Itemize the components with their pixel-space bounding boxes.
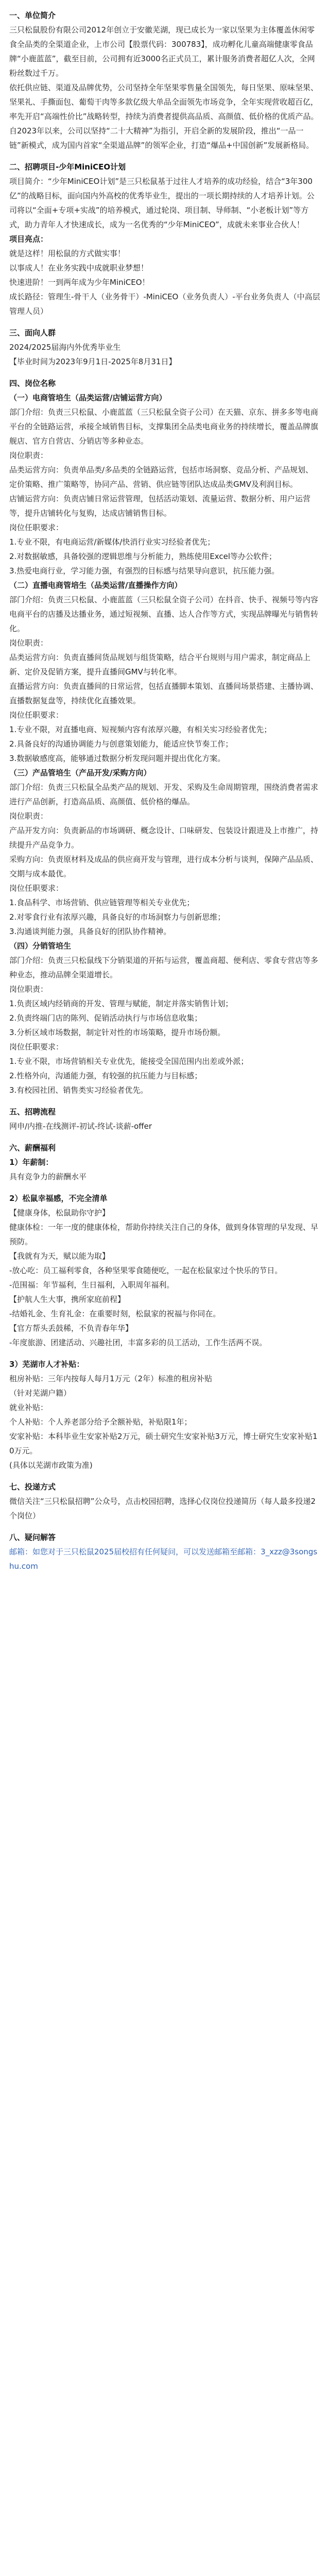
spacer bbox=[9, 1184, 321, 1191]
text-line: -结婚礼金、生育礼金：在重要时刻，松鼠家的祝福与你同在。 bbox=[9, 1309, 221, 1318]
text-line: 租房补贴：三年内按每人每月1万元（2年）标准的租房补贴 bbox=[9, 1374, 213, 1383]
text-line: 1.专业不限，有电商运营/新媒体/快消行业实习经验者优先； bbox=[9, 537, 215, 547]
spacer bbox=[9, 1350, 321, 1357]
text-line: 【护航人生大事，携所家庭前程】 bbox=[9, 1295, 126, 1304]
subsection-heading: 项目亮点： bbox=[9, 234, 48, 244]
text-line: 岗位任职要求： bbox=[9, 710, 64, 720]
subsection-heading: 3）芜湖市人才补贴： bbox=[9, 1360, 84, 1369]
text-line: 1.食品科学、市场营销、供应链管理等相关专业优先； bbox=[9, 898, 195, 907]
text-line: 岗位任职要求： bbox=[9, 523, 64, 532]
text-line: 依托供应链、渠道及品牌优势，公司坚持全年坚果零售量全国领先，每日坚果、原味坚果、坚果礼、手撕面包、葡萄干肉等多款亿级大单品全面领先市场竞争，全年实现营收超百亿，率先开启“高端性价比”战略转型，持续为消费者提供高品质、高颜值、低价格的优质产品。 bbox=[9, 83, 319, 121]
text-line: 微信关注“三只松鼠招聘”公众号，点击校园招聘，选择心仪岗位投递简历（每人最多投递2个岗位） bbox=[9, 1497, 316, 1520]
text-line: 自2023年以来，公司以坚持“二十大精神”为指引，开启全新的发展阶段，推出“一品一链”新模式，成为国内首家“全渠道品牌”的领军企业，打造“爆品+中国创新”发展新格局。 bbox=[9, 126, 314, 150]
text-line: 【毕业时间为2023年9月1日-2025年8月31日】 bbox=[9, 357, 177, 366]
spacer bbox=[9, 1472, 321, 1480]
text-line: 部门介绍：负责三只松鼠线下分销渠道的开拓与运营，覆盖商超、便利店、零食专营店等多种业态，推动品牌全渠道增长。 bbox=[9, 956, 319, 979]
text-line: 健康体检：一年一度的健康体检，帮助你持续关注自己的身体，做到身体管理的早发现、早预防。 bbox=[9, 1223, 319, 1246]
text-line: 【我就有为天，赋以能为取】 bbox=[9, 1251, 110, 1261]
text-line: 安家补贴：本科毕业生安家补贴2万元，硕士研究生安家补贴3万元，博士研究生安家补贴10万元。 bbox=[9, 1432, 318, 1455]
text-line[interactable]: 邮箱：如您对于三只松鼠2025届校招有任何疑问，可以发送邮箱至邮箱：3_xzz@3songshu.com bbox=[9, 1547, 318, 1571]
text-line: 2.对数据敏感，具备较强的逻辑思维与分析能力，熟练使用Excel等办公软件； bbox=[9, 552, 277, 561]
text-line: 部门介绍：负责三只松鼠全品类产品的规划、开发、采购及生命周期管理，围绕消费者需求进行产品创新，打造高品质、高颜值、低价格的爆品。 bbox=[9, 783, 319, 806]
section-heading: 五、招聘流程 bbox=[9, 1107, 56, 1116]
text-line: 就是这样！用松鼠的方式做实事！ bbox=[9, 249, 126, 258]
subsection-heading: （三）产品管培生（产品开发/采购方向） bbox=[9, 768, 151, 777]
text-line: 就业补贴： bbox=[9, 1403, 48, 1412]
subsection-heading: 1）年薪制： bbox=[9, 1158, 54, 1167]
text-line: 岗位职责： bbox=[9, 451, 48, 460]
text-line: 2.对零食行业有浓厚兴趣，具备良好的市场洞察力与创新思维； bbox=[9, 912, 226, 922]
text-line: 岗位职责： bbox=[9, 811, 48, 821]
text-line: 具有竞争力的薪酬水平 bbox=[9, 1172, 87, 1181]
section-heading: 四、岗位名称 bbox=[9, 379, 56, 388]
text-line: 三只松鼠股份有限公司2012年创立于安徽芜湖，现已成长为一家以坚果为主体覆盖休闲零食全品类的全渠道企业，上市公司【股票代码：300783】，成功孵化儿童高端健康零食品牌“小鹿蓝蓝”，截至目前，公司拥有近3000名正式员工，累计服务消费者超亿人次，全网粉丝数过千万。 bbox=[9, 25, 315, 78]
text-line: 直播运营方向：负责直播间的日常运营，包括直播脚本策划、直播间场景搭建、主播协调、直播数据复盘等，持续优化直播效果。 bbox=[9, 682, 319, 705]
section-heading: 二、招聘项目-少年MiniCEO计划 bbox=[9, 162, 126, 172]
text-line: 岗位职责： bbox=[9, 985, 48, 994]
text-line: 2.性格外向，沟通能力强，有较强的抗压能力与目标感； bbox=[9, 1071, 202, 1080]
text-line: 2.具备良好的沟通协调能力与创意策划能力，能适应快节奏工作； bbox=[9, 739, 233, 749]
spacer bbox=[9, 152, 321, 160]
text-line: 岗位职责： bbox=[9, 638, 48, 648]
text-line: （针对芜湖户籍） bbox=[9, 1388, 72, 1398]
text-line: 2.负责终端门店的陈列、促销活动执行与市场信息收集； bbox=[9, 1013, 202, 1023]
spacer bbox=[9, 1097, 321, 1105]
text-line: 项目简介：“少年MiniCEO计划”是三只松鼠基于过往人才培养的成功经验，结合“3年300亿”的战略目标，面向国内外高校的优秀毕业生，提出的一项长期持续的人才培养计划。公司将以“全面+专项+实战”的培养模式，通过轮岗、项目制、导师制、“小老板计划”等方式，助力青年人才快速成长，成为一名优秀的“少年MiniCEO”，成就未来事业合伙人！ bbox=[9, 177, 315, 229]
section-heading: 七、投递方式 bbox=[9, 1482, 56, 1492]
text-line: 品类运营方向：负责单品类/多品类的全链路运营，包括市场洞察、竞品分析、产品规划、定价策略、推广策略等，协同产品、营销、供应链等团队达成品类GMV及利润目标。 bbox=[9, 465, 314, 489]
text-line: 产品开发方向：负责新品的市场调研、概念设计、口味研发、包装设计跟进及上市推广，持续提升产品竞争力。 bbox=[9, 826, 319, 850]
text-line: 3.分析区域市场数据，制定针对性的市场策略，提升市场份额。 bbox=[9, 1028, 226, 1037]
section-heading: 一、单位简介 bbox=[9, 11, 56, 20]
text-line: 店铺运营方向：负责店铺日常运营管理，包括活动策划、流量运营、数据分析、用户运营等，提升店铺转化与复购，达成店铺销售目标。 bbox=[9, 494, 311, 518]
text-line: 2024/2025届海内外优秀毕业生 bbox=[9, 343, 121, 352]
text-line: 3.热爱电商行业，学习能力强，有强烈的目标感与结果导向意识，抗压能力强。 bbox=[9, 566, 280, 575]
subsection-heading: （一）电商管培生（品类运营/店铺运营方向） bbox=[9, 393, 167, 402]
text-line: 网申/内推-在线测评-初试-终试-谈薪-offer bbox=[9, 1122, 152, 1131]
text-line: 以事成人！在业务实践中成就职业梦想！ bbox=[9, 263, 149, 273]
text-line: 品类运营方向：负责直播间货品规划与组货策略，结合平台规则与用户需求，制定商品上新、定价及促销方案，提升直播间GMV与转化率。 bbox=[9, 653, 311, 676]
text-line: 采购方向：负责原材料及成品的供应商开发与管理，进行成本分析与谈判，保障产品品质、交期与成本最优。 bbox=[9, 855, 319, 878]
spacer bbox=[9, 318, 321, 326]
section-heading: 八、疑问解答 bbox=[9, 1533, 56, 1542]
text-line: 部门介绍：负责三只松鼠、小鹿蓝蓝（三只松鼠全资子公司）在天猫、京东、拼多多等电商平台的全链路运营，承接全域销售目标，支撑集团全品类电商业务的持续增长，覆盖品牌旗舰店、官方自营店、分销店等多种业态。 bbox=[9, 408, 319, 446]
text-line: 部门介绍：负责三只松鼠、小鹿蓝蓝（三只松鼠全资子公司）在抖音、快手、视频号等内容电商平台的店播及达播业务，通过短视频、直播、达人合作等方式，实现品牌曝光与销售转化。 bbox=[9, 595, 319, 633]
text-line: 【官方帮头丢鼓稀，不负青春年华】 bbox=[9, 1324, 133, 1333]
text-line: -放心吃：员工福利零食，各种坚果零食随便吃，一起在松鼠家过个快乐的节日。 bbox=[9, 1266, 283, 1275]
section-heading: 六、薪酬福利 bbox=[9, 1143, 56, 1153]
text-line: -范围福：年节福利，生日福利，入职周年福利。 bbox=[9, 1280, 175, 1290]
text-line: 1.专业不限，市场营销相关专业优先，能接受全国范围内出差或外派； bbox=[9, 1057, 249, 1066]
text-line: 【健康身体，松鼠助你守护】 bbox=[9, 1208, 110, 1217]
text-line: 成长路径：管理生-骨干人（业务骨干）-MiniCEO（业务负责人）-平台业务负责人（中高层管理人员） bbox=[9, 292, 320, 316]
text-line: -年度旅游、团建活动、兴趣社团，丰富多彩的员工活动，工作生活两不误。 bbox=[9, 1338, 267, 1347]
spacer bbox=[9, 1133, 321, 1141]
text-line: 岗位任职要求： bbox=[9, 884, 64, 893]
text-line: 3.数据敏感度高，能够通过数据分析发现问题并提出优化方案。 bbox=[9, 754, 226, 763]
text-line: (具体以芜湖市政策为准) bbox=[9, 1461, 93, 1470]
text-line: 1.专业不限，对直播电商、短视频内容有浓厚兴趣，有相关实习经验者优先； bbox=[9, 725, 272, 734]
text-line: 3.沟通谈判能力强，具备良好的团队协作精神。 bbox=[9, 927, 171, 936]
subsection-heading: （二）直播电商管培生（品类运营/直播操作方向） bbox=[9, 581, 182, 590]
text-line: 个人补贴：个人养老部分给予全额补贴，补贴限1年； bbox=[9, 1417, 192, 1427]
subsection-heading: （四）分销管培生 bbox=[9, 941, 72, 951]
text-line: 3.有校园社团、销售类实习经验者优先。 bbox=[9, 1086, 148, 1095]
section-heading: 三、面向人群 bbox=[9, 328, 56, 337]
text-line: 快速进阶！一到两年成为少年MiniCEO！ bbox=[9, 278, 150, 287]
spacer bbox=[9, 1523, 321, 1530]
spacer bbox=[9, 369, 321, 376]
text-line: 1.负责区域内经销商的开发、管理与赋能，制定并落实销售计划； bbox=[9, 999, 233, 1008]
subsection-heading: 2）松鼠幸福感，不完全清单 bbox=[9, 1194, 108, 1203]
text-line: 岗位任职要求： bbox=[9, 1042, 64, 1052]
